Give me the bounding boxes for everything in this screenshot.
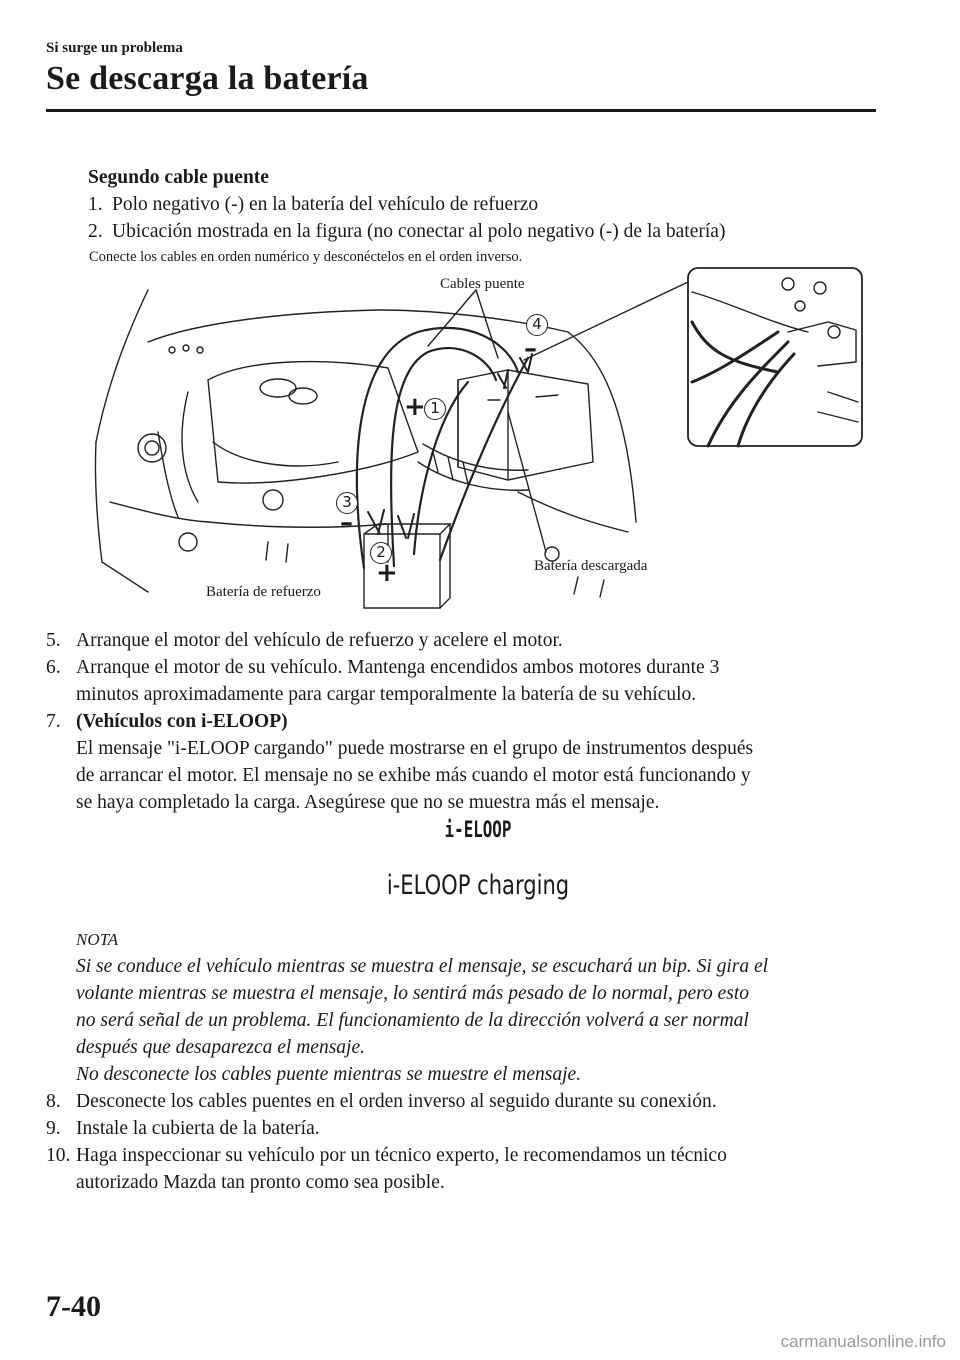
step-heading: (Vehículos con i-ELOOP)	[76, 711, 288, 732]
i-eloop-logo: i-ELOOP	[444, 818, 512, 843]
minus-sign-ground: –	[524, 334, 537, 364]
note-line-2: volante mientras se muestra el mensaje, lo sentirá más pesado de lo normal, pero esto	[76, 983, 750, 1004]
watermark: carmanualsonline.info	[780, 1332, 946, 1351]
step-text: Instale la cubierta de la batería.	[76, 1118, 320, 1139]
second-cable-item-1	[88, 191, 539, 218]
step-text: Desconecte los cables puentes en el orden inverso al seguido durante su conexión.	[76, 1091, 717, 1112]
step-text: Arranque el motor del vehículo de refuerzo y acelere el motor.	[76, 630, 563, 651]
title-divider	[46, 109, 876, 112]
item-text: Polo negativo (-) en la batería del vehículo de refuerzo	[112, 194, 539, 215]
callout-1: 1	[424, 398, 446, 420]
label-dead-battery: Batería descargada	[534, 558, 648, 574]
step-text: Haga inspeccionar su vehículo por un técnico experto, le recomendamos un técnico	[76, 1145, 727, 1166]
note-line-1: Si se conduce el vehículo mientras se muestra el mensaje, se escuchará un bip. Si gira el	[76, 956, 769, 977]
note-line-5: No desconecte los cables puente mientras se muestre el mensaje.	[76, 1064, 582, 1085]
step-7-line-2: de arrancar el motor. El mensaje no se exhibe más cuando el motor está funcionando y	[76, 765, 751, 786]
step-number: 10.	[46, 1145, 71, 1166]
callout-2: 2	[370, 542, 392, 564]
step-6	[46, 654, 720, 681]
plus-sign-dead-battery: +	[404, 392, 426, 422]
figure-note: Conecte los cables en orden numérico y desconéctelos en el orden inverso.	[89, 249, 523, 265]
note-line-4: después que desaparezca el mensaje.	[76, 1037, 365, 1058]
step-5	[46, 627, 563, 654]
section-header: Si surge un problema	[46, 40, 183, 56]
second-cable-item-2	[88, 218, 726, 245]
label-booster-battery: Batería de refuerzo	[206, 584, 321, 600]
step-7-line-1: El mensaje "i-ELOOP cargando" puede mostrarse en el grupo de instrumentos después	[76, 738, 754, 759]
page-title: Se descarga la batería	[46, 60, 369, 97]
step-8	[46, 1088, 717, 1115]
step-text: Arranque el motor de su vehículo. Mantenga encendidos ambos motores durante 3	[76, 657, 720, 678]
step-number: 7.	[46, 711, 61, 732]
item-number: 2.	[88, 221, 103, 242]
item-text: Ubicación mostrada en la figura (no conectar al polo negativo (-) de la batería)	[112, 221, 726, 242]
page-number: 7-40	[46, 1290, 101, 1323]
step-10	[46, 1142, 727, 1169]
minus-sign-booster: –	[340, 508, 353, 538]
step-number: 5.	[46, 630, 61, 651]
jump-start-illustration	[88, 262, 868, 620]
step-10-line-2: autorizado Mazda tan pronto como sea posible.	[76, 1172, 445, 1193]
callout-4: 4	[526, 314, 548, 336]
note-heading: NOTA	[76, 930, 119, 949]
note-line-3: no será señal de un problema. El funcionamiento de la dirección volverá a ser normal	[76, 1010, 749, 1031]
i-eloop-charging-message: i-ELOOP charging	[386, 870, 570, 901]
engine-bay-drawing	[88, 262, 868, 620]
callout-3: 3	[336, 492, 358, 514]
step-7	[46, 708, 288, 735]
item-number: 1.	[88, 194, 103, 215]
label-jumper-cables: Cables puente	[440, 276, 525, 292]
plus-sign-booster: +	[376, 558, 398, 588]
second-cable-heading: Segundo cable puente	[88, 167, 269, 188]
step-number: 9.	[46, 1118, 61, 1139]
step-number: 8.	[46, 1091, 61, 1112]
step-7-line-3: se haya completado la carga. Asegúrese que no se muestra más el mensaje.	[76, 792, 660, 813]
step-6-line-2: minutos aproximadamente para cargar temporalmente la batería de su vehículo.	[76, 684, 697, 705]
step-number: 6.	[46, 657, 61, 678]
step-9	[46, 1115, 320, 1142]
